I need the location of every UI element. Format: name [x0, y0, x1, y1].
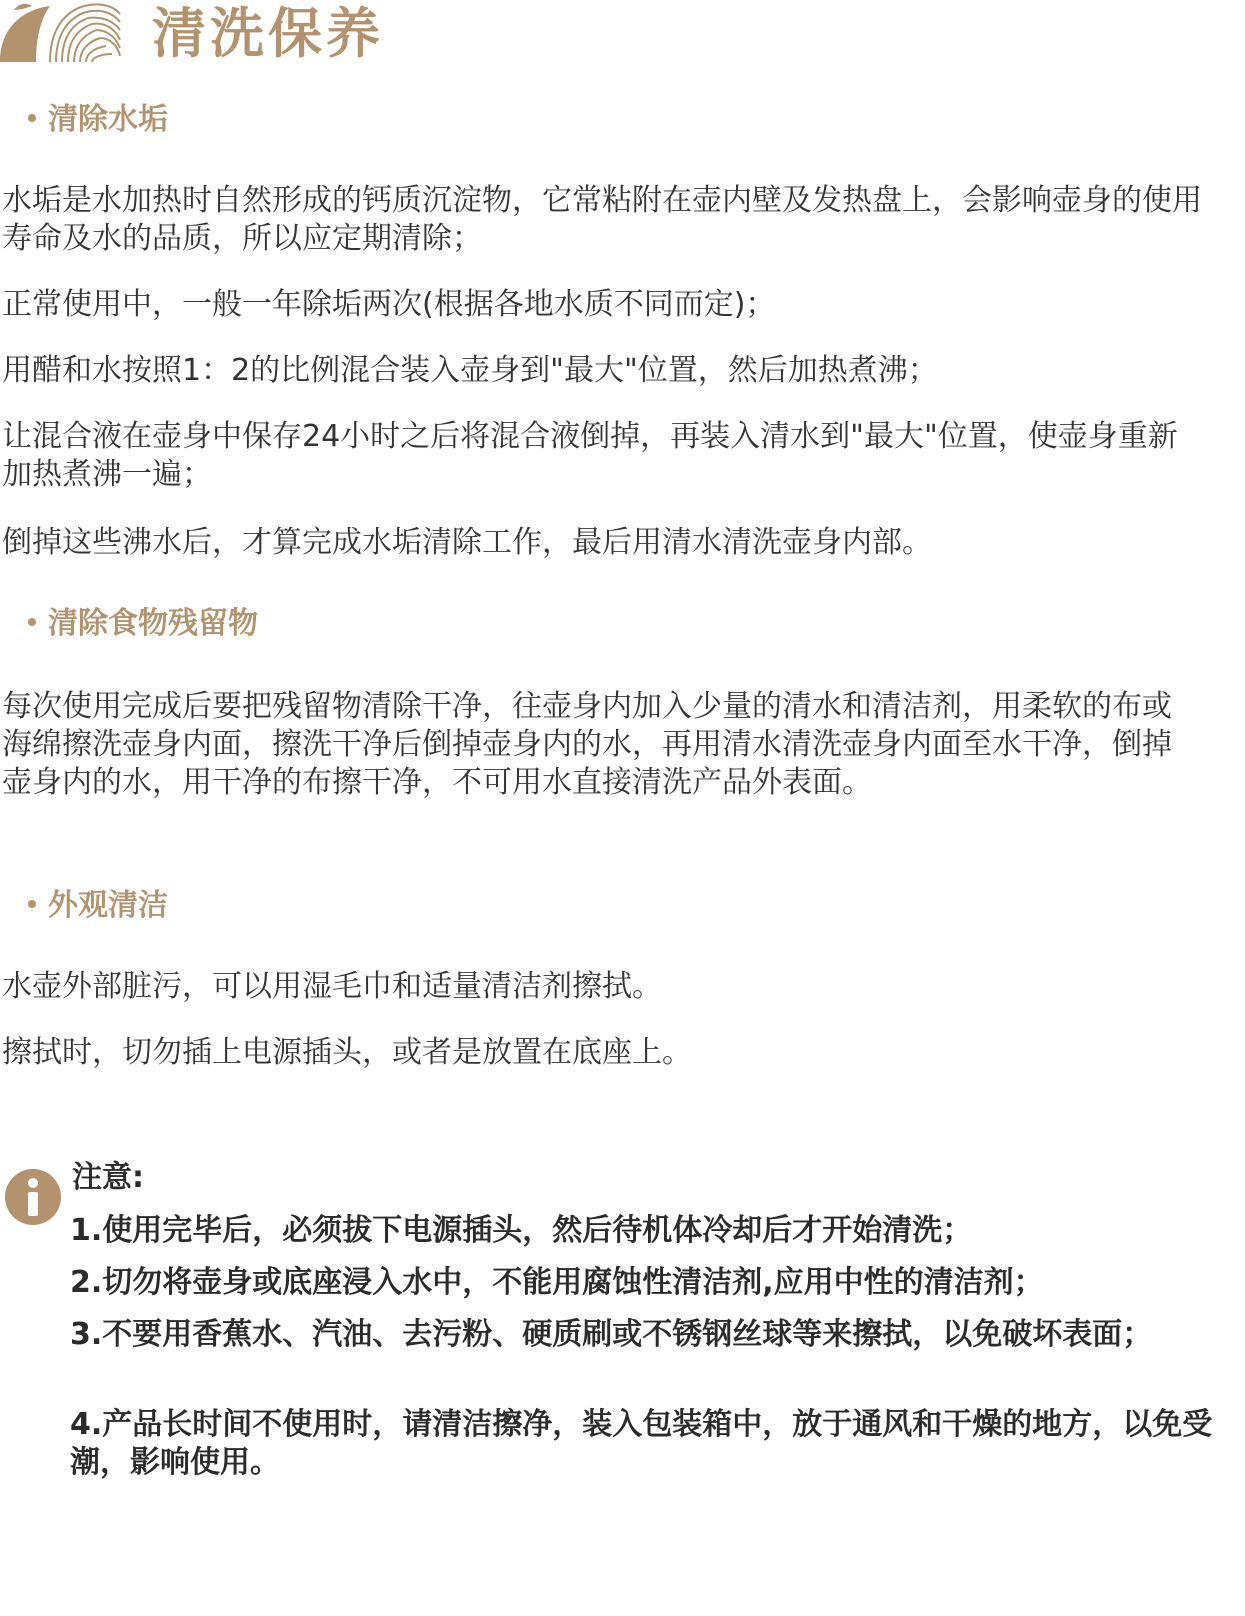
section-title-exterior — [28, 886, 168, 926]
section-title-text: 外观清洁 — [48, 888, 168, 923]
paragraph: 倒掉这些沸水后，才算完成水垢清除工作，最后用清水清洗壶身内部。 — [2, 525, 932, 560]
paragraph: 擦拭时，切勿插上电源插头，或者是放置在底座上。 — [2, 1035, 692, 1070]
page-header — [0, 0, 1245, 80]
page-title: 清洗保养 — [152, 2, 384, 65]
note-item: 1.使用完毕后，必须拔下电源插头，然后待机体冷却后才开始清洗； — [70, 1213, 973, 1248]
section-title-descaling — [28, 100, 168, 140]
note-item: 3.不要用香蕉水、汽油、去污粉、硬质刷或不锈钢丝球等来擦拭，以免破坏表面； — [70, 1317, 1153, 1352]
rainbow-arc-logo — [0, 0, 125, 66]
info-icon — [4, 1168, 62, 1226]
paragraph: 水壶外部脏污，可以用湿毛巾和适量清洁剂擦拭。 — [2, 969, 662, 1004]
paragraph: 让混合液在壶身中保存24小时之后将混合液倒掉，再装入清水到"最大"位置，使壶身重新加热煮沸一遍； — [2, 419, 1178, 492]
paragraph: 水垢是水加热时自然形成的钙质沉淀物，它常粘附在壶内壁及发热盘上，会影响壶身的使用寿命及水的品质，所以应定期清除； — [2, 183, 1202, 256]
section-title-text: 清除水垢 — [48, 102, 168, 137]
bullet-dot — [28, 114, 36, 122]
paragraph: 每次使用完成后要把残留物清除干净，往壶身内加入少量的清水和清洁剂，用柔软的布或海绵擦洗壶身内面，擦洗干净后倒掉壶身内的水，再用清水清洗壶身内面至水干净，倒掉壶身内的水，用干净的布擦干净，不可用水直接清洗产品外表面。 — [2, 689, 1172, 800]
bullet-dot — [28, 618, 36, 626]
paragraph: 正常使用中，一般一年除垢两次(根据各地水质不同而定)； — [2, 287, 776, 322]
note-item: 4.产品长时间不使用时，请清洁擦净，装入包装箱中，放于通风和干燥的地方，以免受潮，影响使用。 — [70, 1407, 1213, 1480]
section-title-food-residue — [28, 604, 258, 644]
section-title-text: 清除食物残留物 — [48, 606, 258, 641]
bullet-dot — [28, 900, 36, 908]
paragraph: 用醋和水按照1：2的比例混合装入壶身到"最大"位置，然后加热煮沸； — [2, 353, 938, 388]
note-item: 2.切勿将壶身或底座浸入水中，不能用腐蚀性清洁剂,应用中性的清洁剂； — [70, 1265, 1044, 1300]
note-title: 注意: — [72, 1160, 144, 1195]
